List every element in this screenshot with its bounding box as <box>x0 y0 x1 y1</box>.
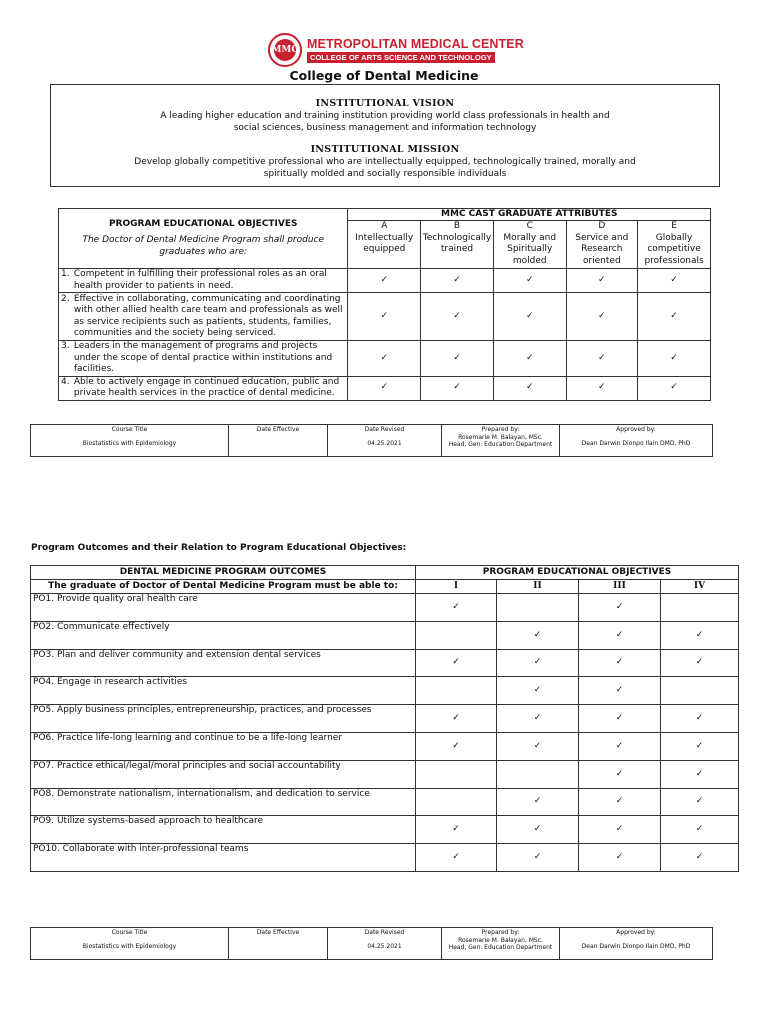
footer-course-cell <box>31 425 229 456</box>
check-mark: ✓ <box>579 732 661 760</box>
attribute-col-d <box>566 221 638 269</box>
attribute-letter: B <box>453 221 461 231</box>
footer-approved-name: Dean Darwin Dionpo Ilain DMD, PhD <box>581 942 691 950</box>
peo-col-ii: II <box>497 580 579 594</box>
attribute-col-c <box>493 221 566 269</box>
attribute-label: Service and Research oriented <box>575 232 629 266</box>
footer-prepared-name: Rosemarie M. Balayan, MSc. <box>458 433 543 441</box>
check-mark: ✓ <box>579 621 661 649</box>
peo-objective <box>59 376 348 400</box>
empty-cell <box>497 594 579 622</box>
footer-date-effective-label: Date Effective <box>256 929 300 936</box>
peo-objective <box>59 293 348 341</box>
footer-prepared-name: Rosemarie M. Balayan, MSc. <box>458 936 543 944</box>
check-mark: ✓ <box>493 293 566 341</box>
peo-subtitle: The Doctor of Dental Medicine Program shall produce graduates who are: <box>82 235 325 257</box>
po-outcome-text: PO7. Practice ethical/legal/moral principles and social accountability <box>31 760 416 788</box>
po-outcome-text: PO6. Practice life-long learning and continue to be a life-long learner <box>31 732 416 760</box>
peo-row <box>59 341 711 377</box>
attribute-label: Technologically trained <box>422 232 492 254</box>
po-row <box>31 594 739 622</box>
check-mark: ✓ <box>497 844 579 872</box>
check-mark: ✓ <box>661 621 739 649</box>
check-mark: ✓ <box>421 341 494 377</box>
peo-title: PROGRAM EDUCATIONAL OBJECTIVES <box>108 218 298 229</box>
footer-prepared-label: Prepared by: <box>481 929 520 936</box>
college-title: College of Dental Medicine <box>289 68 479 83</box>
peo-row <box>59 376 711 400</box>
check-mark: ✓ <box>497 705 579 733</box>
check-mark: ✓ <box>497 677 579 705</box>
mission-title: INSTITUTIONAL MISSION <box>310 144 460 155</box>
peo-col-title: PROGRAM EDUCATIONAL OBJECTIVES <box>416 566 739 580</box>
footer-date-effective-cell <box>229 928 328 959</box>
footer-date-revised-cell <box>328 928 442 959</box>
footer-approved-cell <box>560 928 713 959</box>
footer-course-cell <box>31 928 229 959</box>
footer-approved-name: Dean Darwin Dionpo Ilain DMD, PhD <box>581 439 691 447</box>
peo-col-iii: III <box>579 580 661 594</box>
check-mark: ✓ <box>638 269 711 293</box>
check-mark: ✓ <box>579 705 661 733</box>
document-footer <box>30 424 713 457</box>
check-mark: ✓ <box>348 293 421 341</box>
peo-attributes-table <box>58 208 711 401</box>
check-mark: ✓ <box>421 269 494 293</box>
check-mark: ✓ <box>348 269 421 293</box>
attribute-letter: E <box>671 221 677 231</box>
check-mark: ✓ <box>661 816 739 844</box>
check-mark: ✓ <box>416 844 497 872</box>
empty-cell <box>661 594 739 622</box>
po-peo-table <box>30 565 739 872</box>
po-subheader-row <box>31 580 739 594</box>
peo-number: 1. <box>61 269 70 279</box>
check-mark: ✓ <box>416 705 497 733</box>
check-mark: ✓ <box>497 732 579 760</box>
po-outcome-text: PO2. Communicate effectively <box>31 621 416 649</box>
check-mark: ✓ <box>566 293 638 341</box>
peo-number: 4. <box>61 376 70 387</box>
attributes-title: MMC CAST GRADUATE ATTRIBUTES <box>348 209 711 221</box>
empty-cell <box>497 760 579 788</box>
po-outcome-text: PO5. Apply business principles, entrepreneurship, practices, and processes <box>31 705 416 733</box>
po-outcome-text: PO3. Plan and deliver community and extension dental services <box>31 649 416 677</box>
po-row <box>31 844 739 872</box>
peo-text: Competent in fulfilling their professional roles as an oral health provider to patients in need. <box>73 269 327 291</box>
peo-header-cell <box>59 209 348 269</box>
check-mark: ✓ <box>579 788 661 816</box>
footer-prepared-label: Prepared by: <box>481 426 520 433</box>
footer-date-revised-cell <box>328 425 442 456</box>
footer-course-label: Course Title <box>111 426 148 433</box>
po-outcome-text: PO8. Demonstrate nationalism, internationalism, and dedication to service <box>31 788 416 816</box>
org-name: METROPOLITAN MEDICAL CENTER <box>307 37 524 51</box>
peo-text: Effective in collaborating, communicating and coordinating with other allied health care team and professionals as well as service recipients such as patients, students, families, communities and the society being serviced. <box>73 293 343 338</box>
vision-line-2: social sciences, business management and information technology <box>233 123 537 133</box>
attribute-letter: C <box>526 221 533 231</box>
check-mark: ✓ <box>348 341 421 377</box>
peo-objective <box>59 341 348 377</box>
check-mark: ✓ <box>421 376 494 400</box>
peo-row <box>59 293 711 341</box>
attribute-letter: D <box>598 221 606 231</box>
document-footer-2 <box>30 927 713 960</box>
peo-objective <box>59 269 348 293</box>
check-mark: ✓ <box>579 594 661 622</box>
vision-title: INSTITUTIONAL VISION <box>315 98 455 109</box>
attribute-col-b <box>421 221 494 269</box>
footer-date-revised: 04.25.2021 <box>367 439 402 447</box>
po-outcome-text: PO4. Engage in research activities <box>31 677 416 705</box>
check-mark: ✓ <box>497 649 579 677</box>
po-row <box>31 649 739 677</box>
check-mark: ✓ <box>497 621 579 649</box>
footer-course-title: Biostatistics with Epidemiology <box>82 439 177 447</box>
attribute-label: Globally competitive professionals <box>644 232 704 266</box>
po-row <box>31 732 739 760</box>
po-row <box>31 760 739 788</box>
logo-seal: MMC <box>274 39 296 61</box>
check-mark: ✓ <box>661 649 739 677</box>
check-mark: ✓ <box>566 341 638 377</box>
attribute-col-a <box>348 221 421 269</box>
attribute-letter: A <box>381 221 388 231</box>
footer-date-effective-cell <box>229 425 328 456</box>
peo-text: Able to actively engage in continued education, public and private health services in the practice of dental medicine. <box>73 376 340 398</box>
check-mark: ✓ <box>497 816 579 844</box>
po-col-title: DENTAL MEDICINE PROGRAM OUTCOMES <box>31 566 416 580</box>
peo-col-iv: IV <box>661 580 739 594</box>
po-outcome-text: PO9. Utilize systems-based approach to healthcare <box>31 816 416 844</box>
institution-logo <box>268 33 302 67</box>
check-mark: ✓ <box>348 376 421 400</box>
check-mark: ✓ <box>566 376 638 400</box>
check-mark: ✓ <box>416 594 497 622</box>
po-row <box>31 621 739 649</box>
check-mark: ✓ <box>579 760 661 788</box>
footer-date-revised-label: Date Revised <box>364 426 405 433</box>
empty-cell <box>416 788 497 816</box>
check-mark: ✓ <box>638 376 711 400</box>
check-mark: ✓ <box>579 816 661 844</box>
footer-course-label: Course Title <box>111 929 148 936</box>
footer-date-revised-label: Date Revised <box>364 929 405 936</box>
po-row <box>31 677 739 705</box>
check-mark: ✓ <box>661 788 739 816</box>
check-mark: ✓ <box>661 705 739 733</box>
check-mark: ✓ <box>493 269 566 293</box>
check-mark: ✓ <box>579 677 661 705</box>
attribute-label: Intellectually equipped <box>355 232 414 254</box>
footer-prepared-cell <box>442 425 560 456</box>
peo-number: 2. <box>61 293 70 304</box>
empty-cell <box>416 621 497 649</box>
footer-approved-cell <box>560 425 713 456</box>
peo-col-i: I <box>416 580 497 594</box>
po-header-row <box>31 566 739 580</box>
check-mark: ✓ <box>661 760 739 788</box>
footer-approved-label: Approved by: <box>616 426 656 433</box>
footer-date-effective-label: Date Effective <box>256 426 300 433</box>
mission-line-1: Develop globally competitive professional who are intellectually equipped, technologically trained, morally and <box>134 157 636 167</box>
check-mark: ✓ <box>421 293 494 341</box>
peo-number: 3. <box>61 341 70 351</box>
po-col-subtitle: The graduate of Doctor of Dental Medicine Program must be able to: <box>31 580 416 594</box>
peo-row <box>59 269 711 293</box>
po-row <box>31 788 739 816</box>
check-mark: ✓ <box>638 341 711 377</box>
vision-mission-box <box>50 84 720 187</box>
footer-prepared-role: Head, Gen. Education Department <box>448 441 553 448</box>
footer-approved-label: Approved by: <box>616 929 656 936</box>
attribute-label: Morally and Spiritually molded <box>503 232 557 266</box>
check-mark: ✓ <box>497 788 579 816</box>
empty-cell <box>416 677 497 705</box>
po-row <box>31 816 739 844</box>
attribute-col-e <box>638 221 711 269</box>
mission-line-2: spiritually molded and socially responsible individuals <box>263 169 507 179</box>
po-outcome-text: PO10. Collaborate with inter-professional teams <box>31 844 416 872</box>
peo-text: Leaders in the management of programs and projects under the scope of dental practice within institutions and facilities. <box>73 341 333 374</box>
check-mark: ✓ <box>416 732 497 760</box>
check-mark: ✓ <box>661 732 739 760</box>
check-mark: ✓ <box>416 649 497 677</box>
check-mark: ✓ <box>566 269 638 293</box>
org-subtitle: COLLEGE OF ARTS SCIENCE AND TECHNOLOGY <box>307 52 495 63</box>
empty-cell <box>416 760 497 788</box>
vision-line-1: A leading higher education and training institution providing world class professionals in health and <box>160 111 610 121</box>
check-mark: ✓ <box>661 844 739 872</box>
check-mark: ✓ <box>579 649 661 677</box>
check-mark: ✓ <box>579 844 661 872</box>
po-outcome-text: PO1. Provide quality oral health care <box>31 594 416 622</box>
check-mark: ✓ <box>416 816 497 844</box>
check-mark: ✓ <box>493 376 566 400</box>
po-section-heading: Program Outcomes and their Relation to Program Educational Objectives: <box>31 543 407 553</box>
footer-prepared-role: Head, Gen. Education Department <box>448 944 553 951</box>
check-mark: ✓ <box>638 293 711 341</box>
check-mark: ✓ <box>493 341 566 377</box>
footer-course-title: Biostatistics with Epidemiology <box>82 942 177 950</box>
empty-cell <box>661 677 739 705</box>
po-row <box>31 705 739 733</box>
footer-prepared-cell <box>442 928 560 959</box>
footer-date-revised: 04.25.2021 <box>367 942 402 950</box>
